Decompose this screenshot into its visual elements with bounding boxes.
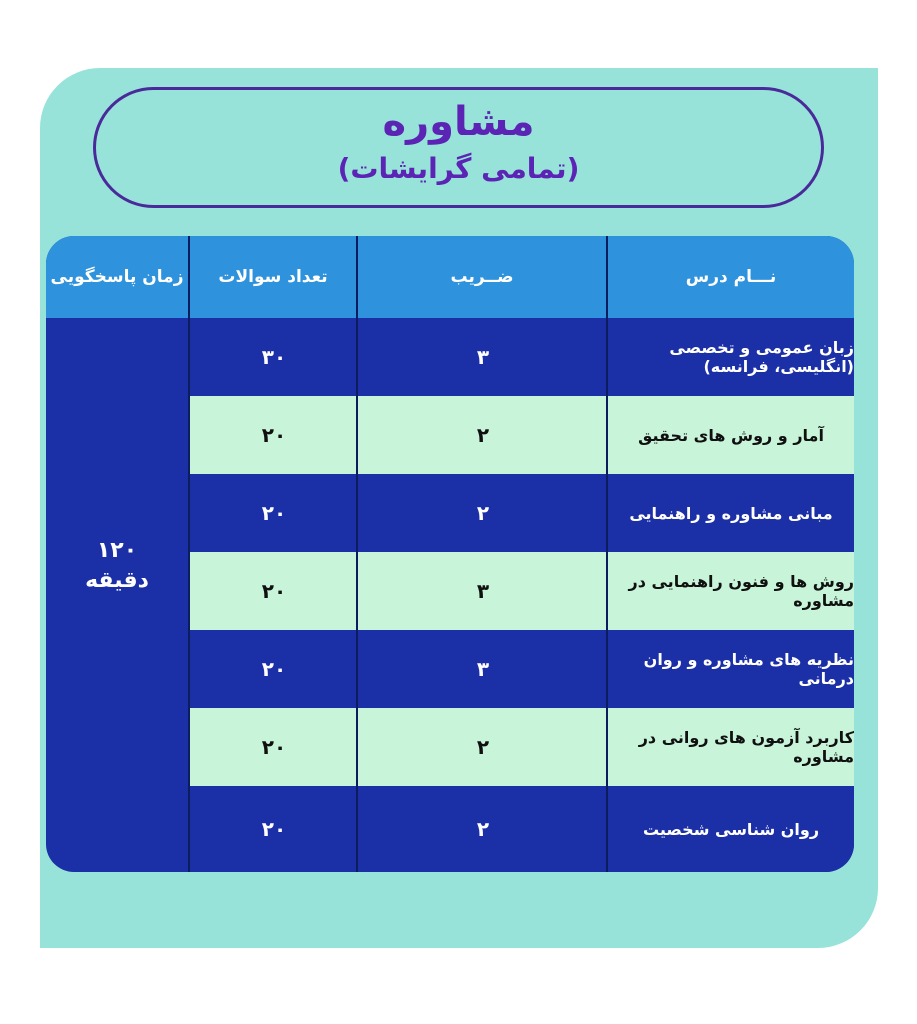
question-count: ۲۰ [261, 423, 287, 447]
course-name: زبان عمومی و تخصصی (انگلیسی، فرانسه) [669, 338, 854, 376]
course-coefficient: ۲ [476, 501, 490, 525]
question-count: ۲۰ [261, 579, 287, 603]
question-count: ۲۰ [261, 501, 287, 525]
table-row [190, 630, 854, 708]
course-name: نظریه های مشاوره و روان درمانی [643, 650, 854, 688]
page-subtitle: (تمامی گرایشات) [337, 152, 580, 185]
page-title: مشاوره [382, 99, 535, 145]
question-count: ۲۰ [261, 735, 287, 759]
course-coefficient: ۳ [476, 345, 490, 369]
table-row [190, 396, 854, 474]
course-coefficient: ۲ [476, 817, 490, 841]
question-count: ۳۰ [261, 345, 287, 369]
course-coefficient: ۲ [476, 735, 490, 759]
table-row [190, 474, 854, 552]
answer-time-unit: دقیقه [85, 568, 149, 593]
column-header-time: زمان پاسخگویی [46, 236, 188, 318]
exam-table [46, 236, 854, 872]
course-name: کاربرد آزمون های روانی در مشاوره [638, 728, 854, 766]
course-name: مبانی مشاوره و راهنمایی [629, 503, 833, 523]
title-box [93, 87, 824, 208]
table-row [190, 708, 854, 786]
table-row [190, 552, 854, 630]
course-coefficient: ۳ [476, 579, 490, 603]
table-row [190, 318, 854, 396]
course-name: آمار و روش های تحقیق [638, 425, 824, 445]
course-name: روان شناسی شخصیت [642, 819, 820, 839]
column-divider [606, 236, 608, 872]
column-header-count: تعداد سوالات [190, 236, 356, 318]
column-header-name: نـــام درس [608, 236, 854, 318]
column-divider [356, 236, 358, 872]
column-header-coefficient: ضــریب [358, 236, 606, 318]
question-count: ۲۰ [261, 817, 287, 841]
answer-time-value: ۱۲۰ [96, 538, 138, 563]
column-divider [188, 236, 190, 872]
table-row [190, 786, 854, 872]
course-coefficient: ۲ [476, 423, 490, 447]
question-count: ۲۰ [261, 657, 287, 681]
course-coefficient: ۳ [476, 657, 490, 681]
answer-time [46, 536, 188, 596]
course-name: روش ها و فنون راهنمایی در مشاوره [628, 572, 854, 610]
